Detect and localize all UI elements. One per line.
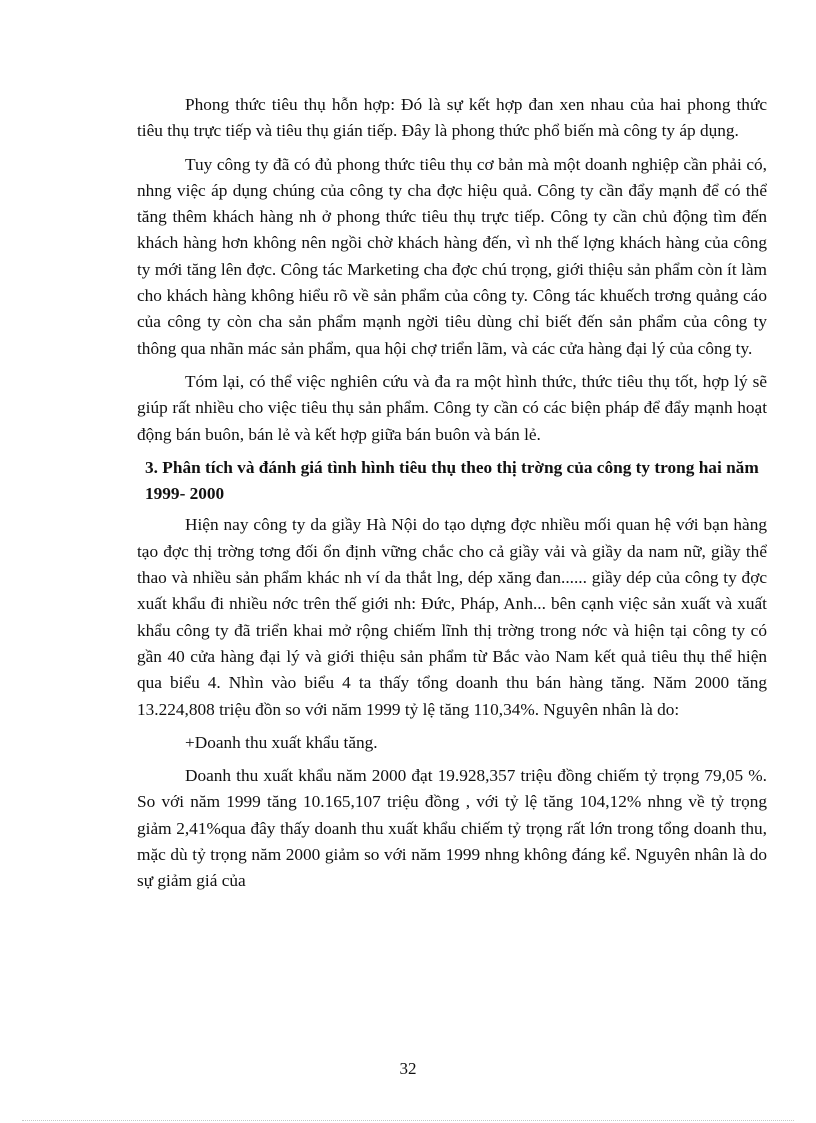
page-number: 32 xyxy=(399,1059,417,1078)
paragraph-export-revenue-increase: +Doanh thu xuất khẩu tăng. xyxy=(185,732,378,752)
section-heading: 3. Phân tích và đánh giá tình hình tiêu thụ theo thị trờng của công ty trong hai năm 1999- 2000 xyxy=(145,457,759,504)
paragraph-market-overview: Hiện nay công ty da giầy Hà Nội do tạo dựng đợc nhiều mối quan hệ với bạn hàng tạo đợc thị trờng tơng đối ổn định vững chắc cho cả giầy vải và giầy da nam nữ, giầy thể thao và nhiều sản phẩm khác nh ví da thắt lng, dép xăng đan...... giầy dép của công ty đợc xuất khẩu đi nhiều nớc trên thế giới nh: Đức, Pháp, Anh... bên cạnh việc sản xuất và xuất khẩu công ty đã triển khai mở rộng chiếm lĩnh thị trờng trong nớc và hiện tại công ty có gần 40 cửa hàng đại lý và giới thiệu sản phẩm từ Bắc vào Nam kết quả tiêu thụ thể hiện qua biểu 4. Nhìn vào biểu 4 ta thấy tổng doanh thu bán hàng tăng. Năm 2000 tăng 13.224,808 triệu đồn so với năm 1999 tỷ lệ tăng 110,34%. Nguyên nhân là do: xyxy=(137,515,767,719)
paragraph-export-revenue-details: Doanh thu xuất khẩu năm 2000 đạt 19.928,357 triệu đồng chiếm tỷ trọng 79,05 %. So với năm 1999 tăng 10.165,107 triệu đồng , với tỷ lệ tăng 104,12% nhng về tỷ trọng giảm 2,41%qua đây thấy doanh thu xuất khẩu chiếm tỷ trọng rất lớn trong tổng doanh thu, mặc dù tỷ trọng năm 2000 giảm so với năm 1999 nhng không đáng kể. Nguyên nhân là do sự giảm giá của xyxy=(137,766,767,891)
page-bottom-divider xyxy=(22,1120,794,1121)
paragraph-mixed-sales-method: Phong thức tiêu thụ hỗn hợp: Đó là sự kết hợp đan xen nhau của hai phong thức tiêu thụ trực tiếp và tiêu thụ gián tiếp. Đây là phong thức phổ biến mà công ty áp dụng. xyxy=(137,95,767,141)
paragraph-sales-methods-assessment: Tuy công ty đã có đủ phong thức tiêu thụ cơ bản mà một doanh nghiệp cần phải có, nhng việc áp dụng chúng của công ty cha đợc hiệu quả. Công ty cần đẩy mạnh để có thể tăng thêm khách hàng nh ở phong thức tiêu thụ trực tiếp. Công ty cần chủ động tìm đến khách hàng hơn không nên ngồi chờ khách hàng đến, vì nh thế lợng khách hàng của công ty mới tăng lên đợc. Công tác Marketing cha đợc chú trọng, giới thiệu sản phẩm còn ít làm cho khách hàng không hiểu rõ về sản phẩm của công ty. Công tác khuếch trơng quảng cáo của công ty còn cha sản phẩm mạnh ngời tiêu dùng chỉ biết đến sản phẩm của công ty thông qua nhãn mác sản phẩm, qua hội chợ triển lãm, và các cửa hàng đại lý của công ty. xyxy=(137,154,767,358)
paragraph-summary: Tóm lại, có thể việc nghiên cứu và đa ra một hình thức, thức tiêu thụ tốt, hợp lý sẽ giúp rất nhiều cho việc tiêu thụ sản phẩm. Công ty cần có các biện pháp để đẩy mạnh hoạt động bán buôn, bán lẻ và kết hợp giữa bán buôn và bán lẻ. xyxy=(137,371,767,444)
page-content xyxy=(137,92,767,902)
